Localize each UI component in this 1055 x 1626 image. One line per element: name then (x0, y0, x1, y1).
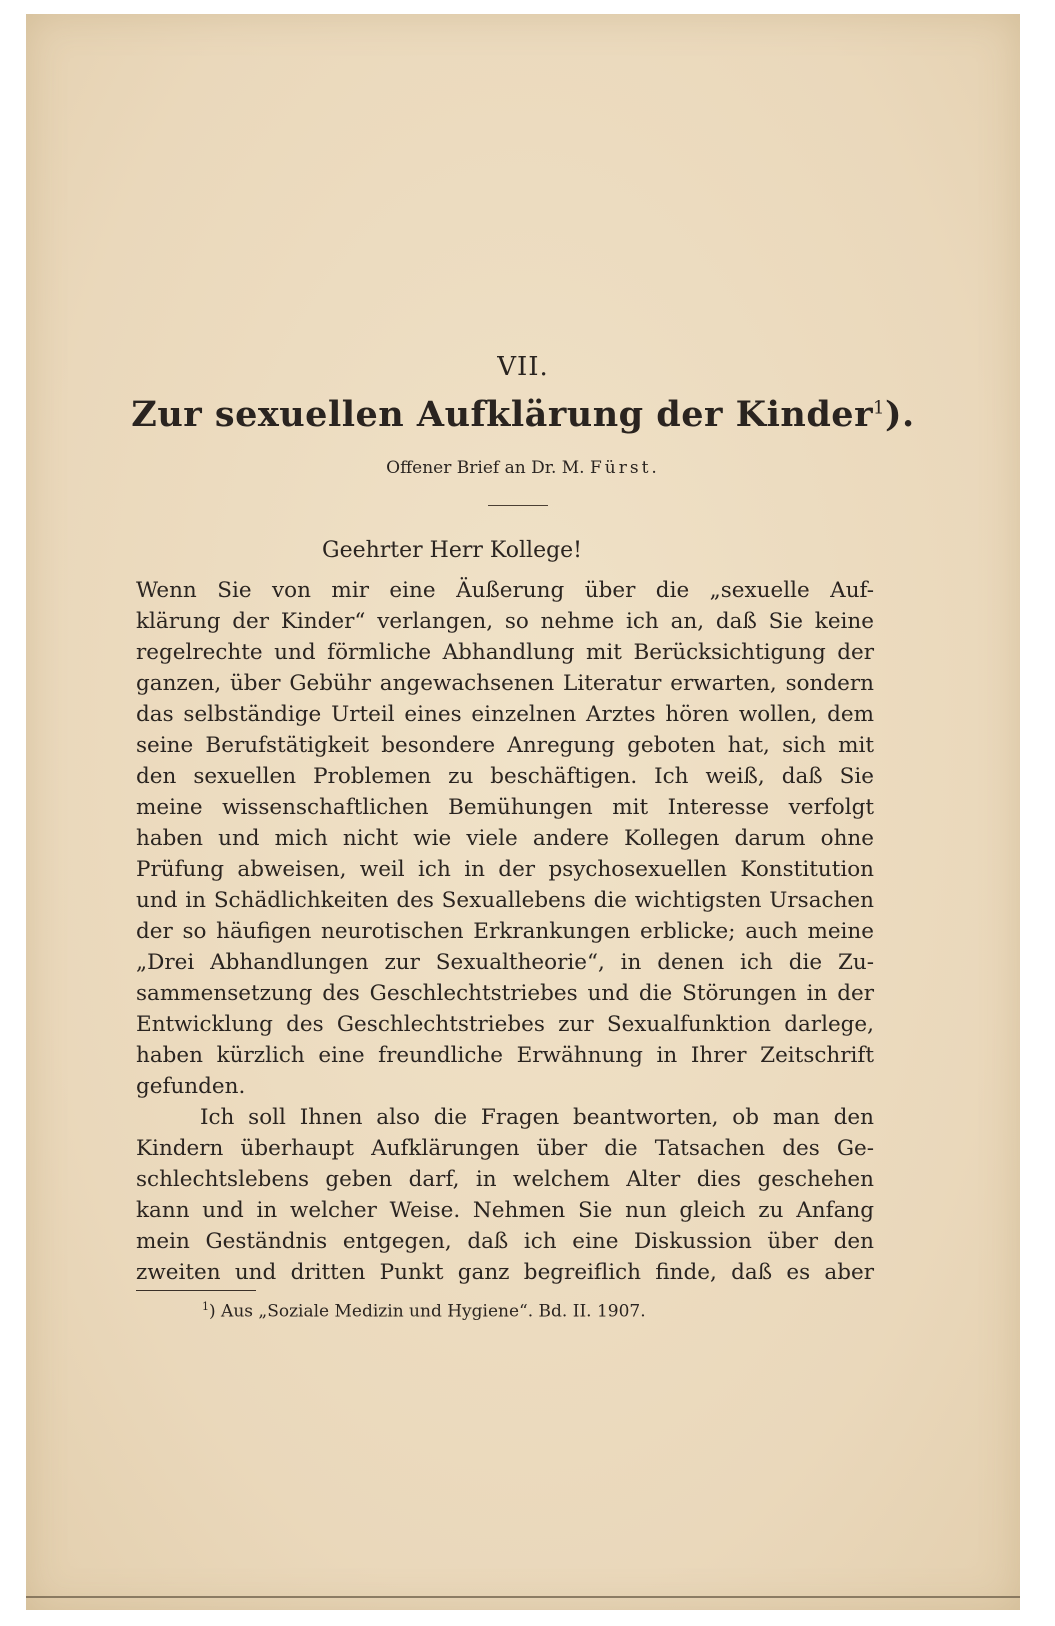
subtitle-name: Fürst. (589, 458, 660, 478)
body-line: „Drei Abhandlungen zur Sexualtheorie“, in denen ich die Zu- (136, 950, 874, 975)
title-footnote-marker: 1 (873, 397, 885, 419)
salutation: Geehrter Herr Kollege! (322, 538, 583, 563)
body-line: haben kürzlich eine freundliche Erwähnung in Ihrer Zeitschrift (136, 1043, 874, 1068)
chapter-title (26, 394, 1020, 435)
body-line: zweiten und dritten Punkt ganz begreiflich finde, daß es aber (136, 1260, 874, 1285)
body-line: mein Geständnis entgegen, daß ich eine Diskussion über den (136, 1229, 874, 1254)
body-line: schlechtslebens geben darf, in welchem Alter dies geschehen (136, 1167, 874, 1192)
body-line: Wenn Sie von mir eine Äußerung über die „sexuelle Auf- (136, 578, 874, 603)
footnote-marker: 1 (202, 1300, 209, 1313)
footnote-rule (136, 1290, 256, 1291)
body-text (136, 575, 874, 1288)
page-bottom-edge (26, 1596, 1020, 1598)
body-line: Entwicklung des Geschlechtstriebes zur Sexualfunktion darlege, (136, 1012, 874, 1037)
body-line: der so häufigen neurotischen Erkrankungen erblicke; auch meine (136, 919, 874, 944)
book-page (26, 14, 1020, 1610)
body-line: Ich soll Ihnen also die Fragen beantworten, ob man den (200, 1105, 874, 1130)
body-line: ganzen, über Gebühr angewachsenen Literatur erwarten, sondern (136, 671, 874, 696)
chapter-subtitle (26, 458, 1020, 478)
body-line: haben und mich nicht wie viele andere Kollegen darum ohne (136, 826, 874, 851)
body-line: regelrechte und förmliche Abhandlung mit Berücksichtigung der (136, 640, 874, 665)
body-line: Prüfung abweisen, weil ich in der psychosexuellen Konstitution (136, 857, 874, 882)
body-line: gefunden. (136, 1074, 246, 1099)
body-line: kann und in welcher Weise. Nehmen Sie nun gleich zu Anfang (136, 1198, 874, 1223)
section-divider (488, 505, 548, 506)
title-text: Zur sexuellen Aufklärung der Kinder (131, 394, 874, 435)
body-line: sammensetzung des Geschlechtstriebes und die Störungen in der (136, 981, 874, 1006)
chapter-number: VII. (497, 352, 549, 382)
body-line: meine wissenschaftlichen Bemühungen mit Interesse verfolgt (136, 795, 874, 820)
body-line: und in Schädlichkeiten des Sexuallebens die wichtigsten Ursachen (136, 888, 874, 913)
body-line: seine Berufstätigkeit besondere Anregung geboten hat, sich mit (136, 733, 874, 758)
body-line: den sexuellen Problemen zu beschäftigen. Ich weiß, daß Sie (136, 764, 874, 789)
body-line: das selbständige Urteil eines einzelnen Arztes hören wollen, dem (136, 702, 874, 727)
title-end: ). (884, 394, 915, 435)
body-line: klärung der Kinder“ verlangen, so nehme ich an, daß Sie keine (136, 609, 874, 634)
body-line: Kindern überhaupt Aufklärungen über die Tatsachen des Ge- (136, 1136, 874, 1161)
footnote-text: ) Aus „Soziale Medizin und Hygiene“. Bd. II. 1907. (209, 1301, 646, 1322)
subtitle-prefix: Offener Brief an Dr. M. (386, 458, 585, 478)
footnote (202, 1300, 646, 1322)
